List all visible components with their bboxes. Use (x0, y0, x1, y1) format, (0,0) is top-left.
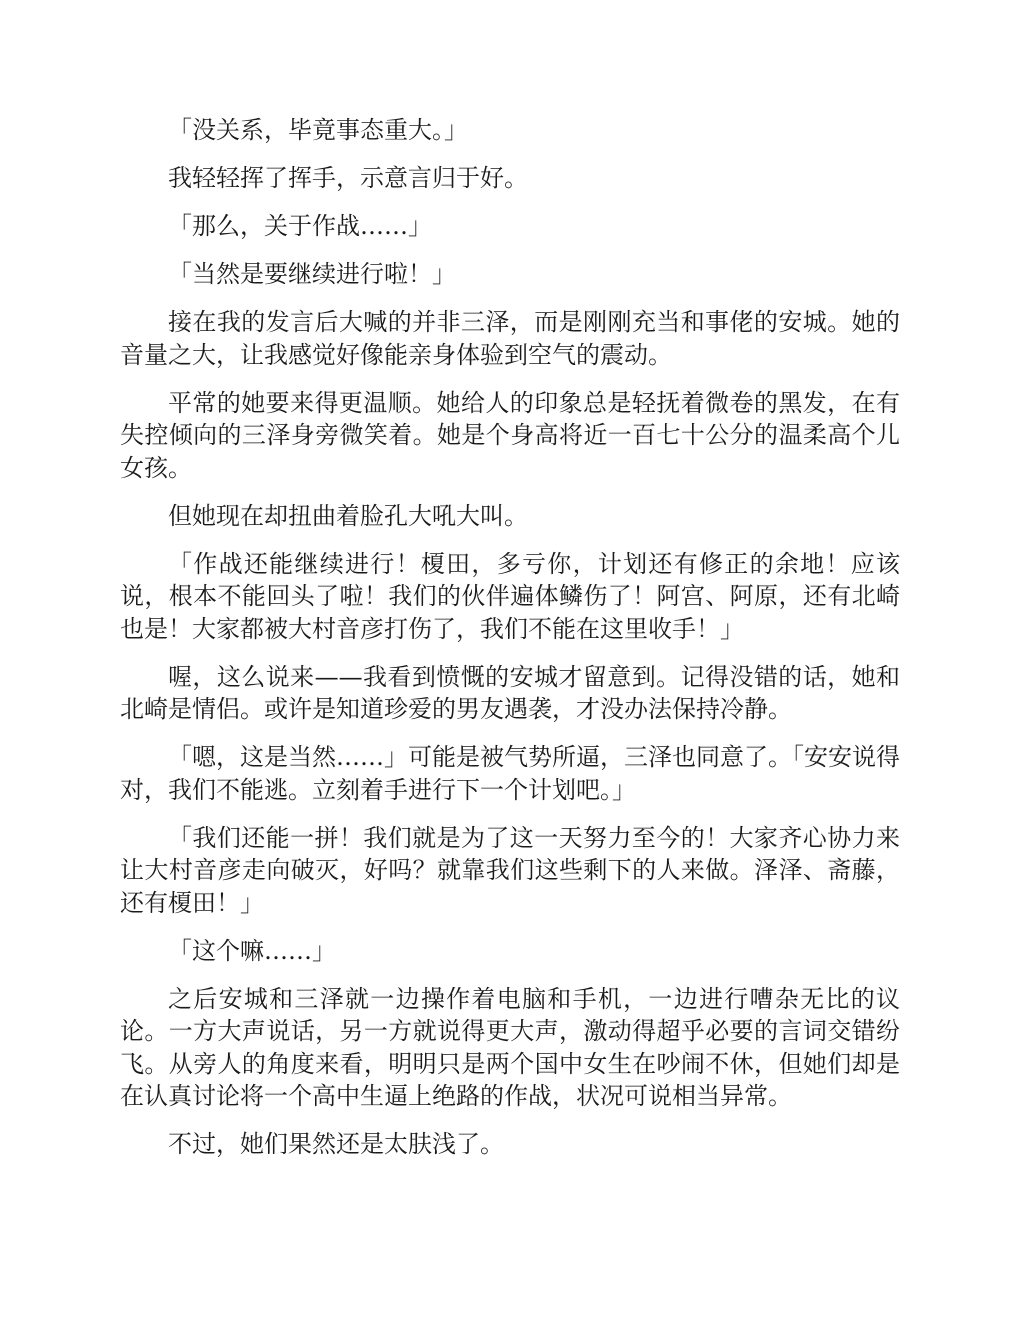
paragraph: 平常的她要来得更温顺。她给人的印象总是轻抚着微卷的黑发，在有失控倾向的三泽身旁微笑着。她是个身高将近一百七十公分的温柔高个儿女孩。 (120, 388, 900, 482)
paragraph: 但她现在却扭曲着脸孔大吼大叫。 (168, 501, 528, 530)
paragraph: 「没关系，毕竟事态重大。」 (168, 116, 468, 144)
paragraph: 「当然是要继续进行啦！」 (168, 260, 456, 288)
paragraph: 「作战还能继续进行！榎田，多亏你，计划还有修正的余地！应该说，根本不能回头了啦！我们的伙伴遍体鳞伤了！阿宫、阿原，还有北崎也是！大家都被大村音彦打伤了，我们不能在这里收手！」 (120, 549, 900, 643)
paragraph: 接在我的发言后大喊的并非三泽，而是刚刚充当和事佬的安城。她的音量之大，让我感觉好像能亲身体验到空气的震动。 (120, 308, 900, 369)
document-page (120, 114, 900, 1176)
paragraph: 不过，她们果然还是太肤浅了。 (168, 1130, 504, 1158)
paragraph: 「那么，关于作战……」 (168, 212, 432, 240)
paragraph: 之后安城和三泽就一边操作着电脑和手机，一边进行嘈杂无比的议论。一方大声说话，另一方就说得更大声，激动得超乎必要的言词交错纷飞。从旁人的角度来看，明明只是两个国中女生在吵闹不休，但她们却是在认真讨论将一个高中生逼上绝路的作战，状况可说相当异常。 (120, 984, 900, 1110)
paragraph: 「这个嘛……」 (168, 936, 336, 965)
paragraph: 我轻轻挥了挥手，示意言归于好。 (168, 164, 528, 192)
paragraph: 「我们还能一拼！我们就是为了这一天努力至今的！大家齐心协力来让大村音彦走向破灭，好吗？就靠我们这些剩下的人来做。泽泽、斋藤，还有榎田！」 (120, 823, 900, 917)
paragraph: 「嗯，这是当然……」可能是被气势所逼，三泽也同意了。「安安说得对，我们不能逃。立刻着手进行下一个计划吧。」 (120, 743, 900, 804)
paragraph: 喔，这么说来——我看到愤慨的安城才留意到。记得没错的话，她和北崎是情侣。或许是知道珍爱的男友遇袭，才没办法保持冷静。 (120, 662, 900, 723)
